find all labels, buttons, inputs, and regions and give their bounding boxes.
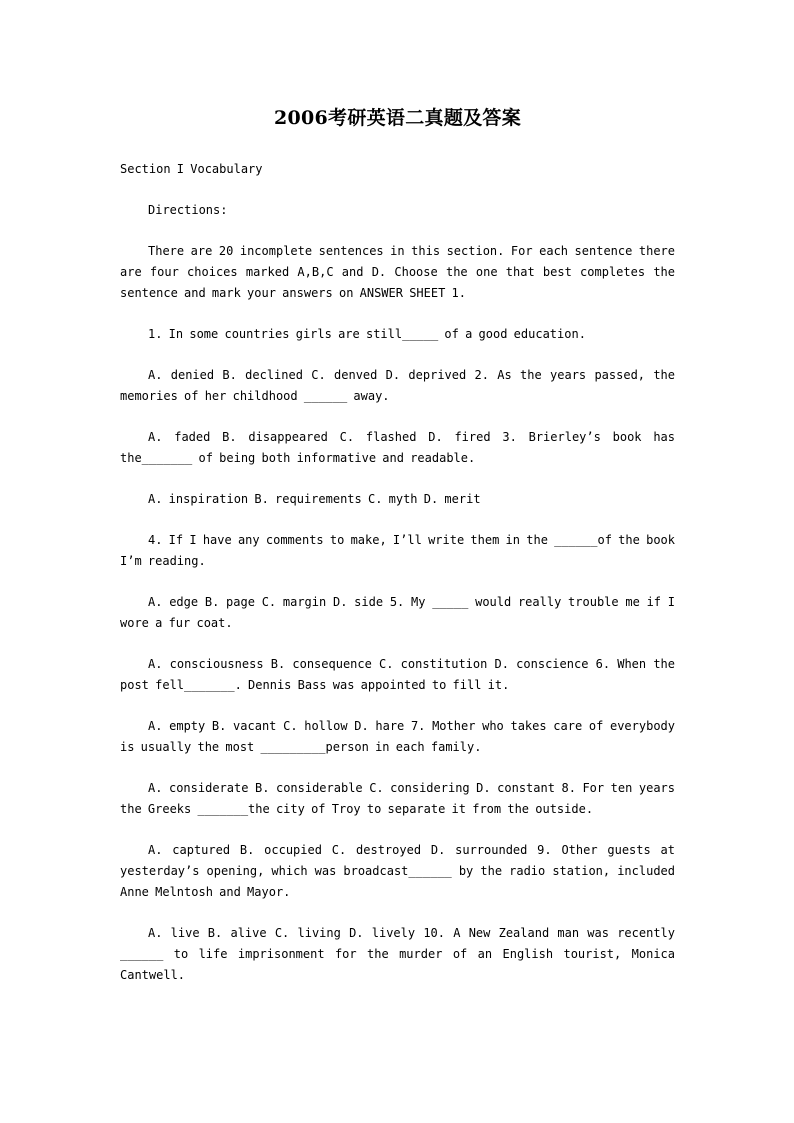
document-page — [120, 0, 675, 986]
question-paragraph: A. denied B. declined C. denved D. deprived 2. As the years passed, the memories of her childhood ______ away. — [120, 368, 675, 403]
question-paragraph: 4. If I have any comments to make, I’ll write them in the ______of the book I’m reading. — [120, 533, 675, 568]
document-title: 2006考研英语二真题及答案 — [273, 107, 522, 129]
question-paragraph: A. empty B. vacant C. hollow D. hare 7. Mother who takes care of everybody is usually the most _________person in each family. — [120, 719, 675, 754]
section-heading: Section I Vocabulary — [120, 162, 263, 176]
question-paragraph: 1. In some countries girls are still_____ of a good education. — [148, 327, 586, 341]
directions-text: There are 20 incomplete sentences in this section. For each sentence there are four choices marked A,B,C and D. Choose the one that best completes the sentence and mark your answers on ANSWER SHEET 1. — [120, 244, 675, 300]
question-paragraph: A. live B. alive C. living D. lively 10. A New Zealand man was recently ______ to life imprisonment for the murder of an English tourist, Monica Cantwell. — [120, 926, 675, 982]
question-paragraph: A. considerate B. considerable C. considering D. constant 8. For ten years the Greeks _______the city of Troy to separate it from the outside. — [120, 781, 675, 816]
question-paragraph: A. faded B. disappeared C. flashed D. fired 3. Brierley’s book has the_______ of being both informative and readable. — [120, 430, 675, 465]
question-paragraph: A. inspiration B. requirements C. myth D. merit — [148, 492, 481, 506]
question-paragraph: A. captured B. occupied C. destroyed D. surrounded 9. Other guests at yesterday’s opening, which was broadcast______ by the radio station, included Anne Melntosh and Mayor. — [120, 843, 675, 899]
question-paragraph: A. edge B. page C. margin D. side 5. My _____ would really trouble me if I wore a fur coat. — [120, 595, 675, 630]
directions-label: Directions: — [148, 203, 228, 217]
question-paragraph: A. consciousness B. consequence C. constitution D. conscience 6. When the post fell_______. Dennis Bass was appointed to fill it. — [120, 657, 675, 692]
